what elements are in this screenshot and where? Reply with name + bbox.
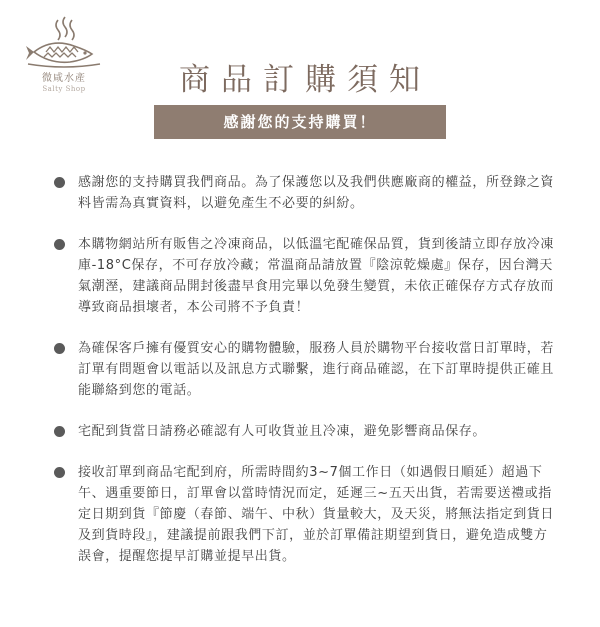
thanks-banner: 感謝您的支持購買！ xyxy=(154,105,446,139)
brand-name: 微咸水產 xyxy=(42,73,86,84)
brand-subtitle: Salty Shop xyxy=(42,85,86,93)
notice-item xyxy=(54,234,554,318)
bullet-icon xyxy=(54,467,65,478)
bullet-icon xyxy=(54,343,65,354)
notice-text: 為確保客戶擁有優質安心的購物體驗，服務人員於購物平台接收當日訂單時，若訂單有問題會以電話以及訊息方式聯繫，進行商品確認，在下訂單時提供正確且能聯絡到您的電話。 xyxy=(78,341,555,398)
notice-text: 宅配到貨當日請務必確認有人可收貨並且冷凍，避免影響商品保存。 xyxy=(78,424,487,439)
bullet-icon xyxy=(54,426,65,437)
notice-item xyxy=(54,172,554,214)
page-title: 商品訂購須知 xyxy=(179,62,431,98)
notice-text: 本購物網站所有販售之冷凍商品，以低溫宅配確保品質，貨到後請立即存放冷凍庫-18°C保存，不可存放冷藏；常溫商品請放置『陰涼乾燥處』保存，因台灣天氣潮溼，建議商品開封後盡早食用完畢以免發生變質，未依正確保存方式存放而導致商品損壞者，本公司將不予負責！ xyxy=(78,237,555,315)
notice-item xyxy=(54,421,554,442)
bullet-icon xyxy=(54,239,65,250)
notice-text: 接收訂單到商品宅配到府，所需時間約3~7個工作日（如遇假日順延）超過下午、遇重要節日，訂單會以當時情況而定，延遲三~五天出貨，若需要送禮或指定日期到貨『節慶（春節、端午、中秋）貨量較大，及天災，將無法指定到貨日及到貨時段』，建議提前跟我們下訂，並於訂單備註期望到貨日，避免造成雙方誤會，提醒您提早訂購並提早出貨。 xyxy=(78,465,555,564)
bullet-icon xyxy=(54,177,65,188)
notice-list xyxy=(54,172,554,587)
notice-item xyxy=(54,462,554,567)
notice-text: 感謝您的支持購買我們商品。為了保護您以及我們供應廠商的權益，所登錄之資料皆需為真實資料，以避免產生不必要的糾紛。 xyxy=(78,175,555,211)
notice-item xyxy=(54,338,554,401)
